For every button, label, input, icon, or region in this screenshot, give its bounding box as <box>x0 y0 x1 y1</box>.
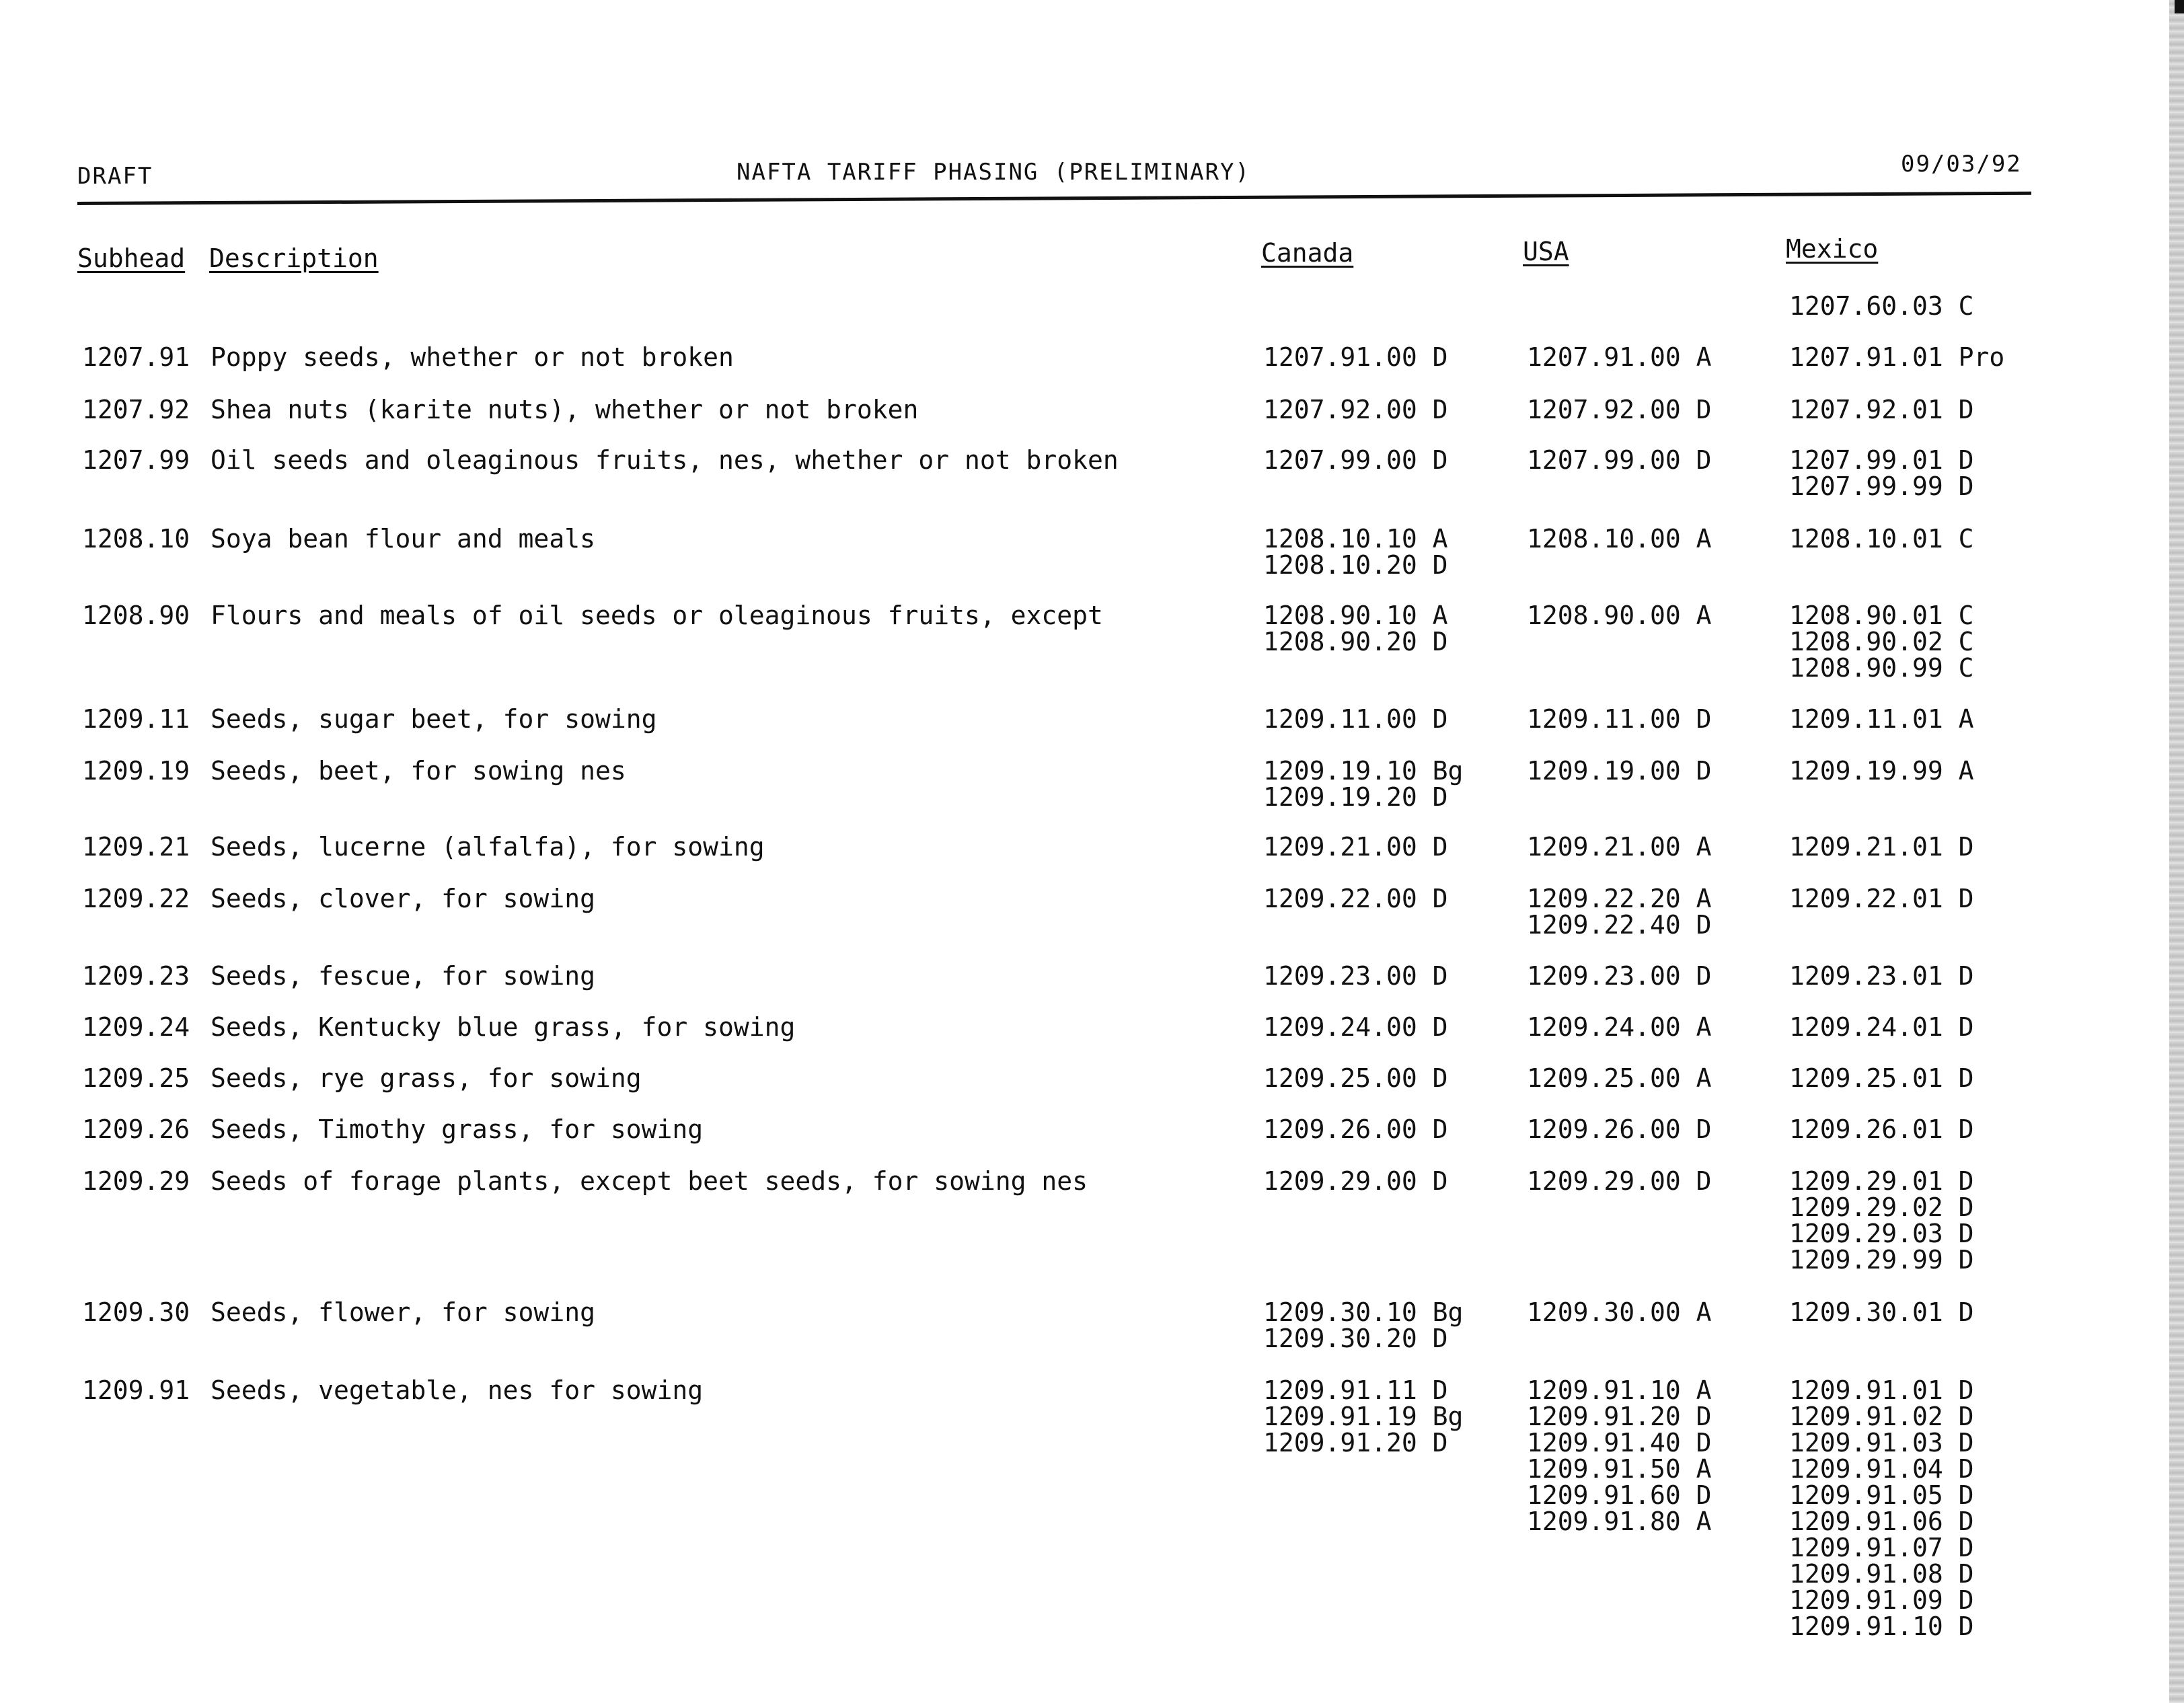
mexico-codes <box>1789 963 1974 989</box>
mexico-tariff-code: 1209.19.99 A <box>1789 756 1974 786</box>
canada-tariff-code: 1209.29.00 D <box>1263 1166 1448 1196</box>
subhead-code: 1207.92 <box>82 395 190 424</box>
canada-codes <box>1263 758 1463 810</box>
usa-tariff-code: 1207.92.00 D <box>1527 395 1712 424</box>
subhead-code: 1209.24 <box>82 1012 190 1042</box>
usa-codes <box>1527 1377 1712 1535</box>
usa-codes <box>1527 963 1712 989</box>
description-text: Seeds, sugar beet, for sowing <box>211 704 657 734</box>
description-text: Seeds, rye grass, for sowing <box>211 1063 642 1093</box>
description-text: Seeds of forage plants, except beet seeds, for sowing nes <box>211 1166 1088 1196</box>
mexico-tariff-code: 1209.91.09 D <box>1789 1585 1974 1615</box>
canada-codes <box>1263 1065 1448 1092</box>
usa-tariff-code: 1209.91.10 A <box>1527 1375 1712 1405</box>
mexico-codes <box>1789 293 1974 319</box>
canada-tariff-code: 1208.10.10 A <box>1263 524 1448 554</box>
description-text: Poppy seeds, whether or not broken <box>211 342 734 372</box>
canada-codes <box>1263 344 1448 371</box>
mexico-tariff-code: 1209.91.02 D <box>1789 1402 1974 1431</box>
canada-tariff-code: 1209.22.00 D <box>1263 884 1448 913</box>
canada-tariff-code: 1209.26.00 D <box>1263 1114 1448 1144</box>
mexico-tariff-code: 1209.23.01 D <box>1789 961 1974 991</box>
mexico-tariff-code: 1207.60.03 C <box>1789 291 1974 321</box>
usa-tariff-code: 1209.91.50 A <box>1527 1454 1712 1484</box>
usa-codes <box>1527 706 1712 732</box>
subhead-code: 1209.29 <box>82 1166 190 1196</box>
subhead-code: 1209.11 <box>82 704 190 734</box>
mexico-codes <box>1789 834 1974 860</box>
mexico-tariff-code: 1209.91.04 D <box>1789 1454 1974 1484</box>
mexico-codes <box>1789 1065 1974 1092</box>
usa-codes <box>1527 1014 1712 1040</box>
usa-codes <box>1527 447 1712 474</box>
column-header-mexico: Mexico <box>1786 234 1879 264</box>
usa-tariff-code: 1209.91.80 A <box>1527 1507 1712 1536</box>
description-text: Seeds, Timothy grass, for sowing <box>211 1114 704 1144</box>
mexico-codes <box>1789 344 2004 371</box>
usa-codes <box>1527 758 1712 784</box>
canada-codes <box>1263 1114 1448 1144</box>
canada-tariff-code: 1209.24.00 D <box>1263 1012 1448 1042</box>
mexico-tariff-code: 1207.92.01 D <box>1789 395 1974 424</box>
mexico-tariff-code: 1209.91.01 D <box>1789 1375 1974 1405</box>
mexico-tariff-code: 1209.25.01 D <box>1789 1063 1974 1093</box>
mexico-tariff-code: 1208.10.01 C <box>1789 524 1974 554</box>
subhead-code: 1209.25 <box>82 1063 190 1093</box>
subhead-code: 1209.19 <box>82 756 190 786</box>
usa-tariff-code: 1208.90.00 A <box>1527 601 1712 630</box>
canada-codes <box>1263 1168 1448 1195</box>
mexico-codes <box>1789 603 1974 681</box>
usa-tariff-code: 1209.26.00 D <box>1527 1114 1712 1144</box>
mexico-tariff-code: 1209.29.01 D <box>1789 1166 1974 1196</box>
usa-codes <box>1527 344 1712 371</box>
usa-tariff-code: 1209.21.00 A <box>1527 832 1712 862</box>
mexico-tariff-code: 1209.91.06 D <box>1789 1507 1974 1536</box>
scan-edge <box>2169 0 2184 1703</box>
canada-tariff-code: 1209.91.20 D <box>1263 1428 1448 1458</box>
canada-tariff-code: 1208.90.20 D <box>1263 627 1448 656</box>
mexico-codes <box>1789 1114 1974 1144</box>
canada-tariff-code: 1207.99.00 D <box>1263 445 1448 475</box>
usa-tariff-code: 1209.30.00 A <box>1527 1297 1712 1327</box>
usa-tariff-code: 1209.91.60 D <box>1527 1480 1712 1510</box>
mexico-tariff-code: 1209.29.02 D <box>1789 1193 1974 1222</box>
usa-codes <box>1527 1168 1712 1195</box>
canada-tariff-code: 1209.19.10 Bg <box>1263 756 1464 786</box>
column-header-usa: USA <box>1523 237 1569 266</box>
usa-tariff-code: 1209.23.00 D <box>1527 961 1712 991</box>
usa-tariff-code: 1209.22.20 A <box>1527 884 1712 913</box>
usa-tariff-code: 1207.99.00 D <box>1527 445 1712 475</box>
description-text: Seeds, Kentucky blue grass, for sowing <box>211 1012 796 1042</box>
mexico-codes <box>1789 447 1974 500</box>
subhead-code: 1208.10 <box>82 524 190 554</box>
canada-tariff-code: 1209.91.11 D <box>1263 1375 1448 1405</box>
canada-codes <box>1263 603 1448 655</box>
canada-tariff-code: 1207.92.00 D <box>1263 395 1448 424</box>
canada-codes <box>1263 526 1448 578</box>
mexico-tariff-code: 1209.29.03 D <box>1789 1219 1974 1248</box>
canada-codes <box>1263 1377 1463 1456</box>
subhead-code: 1207.99 <box>82 445 190 475</box>
mexico-codes <box>1789 397 1974 423</box>
subhead-code: 1209.26 <box>82 1114 190 1144</box>
mexico-tariff-code: 1209.29.99 D <box>1789 1245 1974 1275</box>
usa-tariff-code: 1209.91.40 D <box>1527 1428 1712 1458</box>
subhead-code: 1209.30 <box>82 1297 190 1327</box>
mexico-tariff-code: 1209.91.05 D <box>1789 1480 1974 1510</box>
usa-codes <box>1527 886 1712 938</box>
usa-codes <box>1527 397 1712 423</box>
description-text: Seeds, flower, for sowing <box>211 1297 595 1327</box>
description-text: Seeds, clover, for sowing <box>211 884 595 913</box>
usa-tariff-code: 1209.19.00 D <box>1527 756 1712 786</box>
mexico-tariff-code: 1209.91.08 D <box>1789 1559 1974 1589</box>
usa-codes <box>1527 1114 1712 1144</box>
usa-codes <box>1527 1299 1712 1326</box>
mexico-codes <box>1789 1377 1974 1640</box>
mexico-tariff-code: 1209.91.03 D <box>1789 1428 1974 1458</box>
mexico-codes <box>1789 758 1974 784</box>
usa-tariff-code: 1208.10.00 A <box>1527 524 1712 554</box>
canada-tariff-code: 1209.30.20 D <box>1263 1324 1448 1353</box>
subhead-code: 1209.21 <box>82 832 190 862</box>
mexico-codes <box>1789 1299 1974 1326</box>
canada-codes <box>1263 447 1448 474</box>
column-header-description: Description <box>209 243 379 273</box>
mexico-tariff-code: 1208.90.99 C <box>1789 653 1974 683</box>
description-text: Seeds, fescue, for sowing <box>211 961 595 991</box>
mexico-tariff-code: 1208.90.02 C <box>1789 627 1974 656</box>
canada-tariff-code: 1209.21.00 D <box>1263 832 1448 862</box>
usa-tariff-code: 1209.24.00 A <box>1527 1012 1712 1042</box>
canada-tariff-code: 1209.23.00 D <box>1263 961 1448 991</box>
mexico-tariff-code: 1209.22.01 D <box>1789 884 1974 913</box>
usa-tariff-code: 1209.25.00 A <box>1527 1063 1712 1093</box>
canada-tariff-code: 1207.91.00 D <box>1263 342 1448 372</box>
header-rule <box>77 192 2031 205</box>
description-text: Seeds, vegetable, nes for sowing <box>211 1375 704 1405</box>
canada-tariff-code: 1208.90.10 A <box>1263 601 1448 630</box>
mexico-tariff-code: 1207.91.01 Pro <box>1789 342 2005 372</box>
usa-tariff-code: 1209.29.00 D <box>1527 1166 1712 1196</box>
canada-tariff-code: 1209.30.10 Bg <box>1263 1297 1464 1327</box>
draft-label: DRAFT <box>77 163 153 190</box>
mexico-tariff-code: 1209.11.01 A <box>1789 704 1974 734</box>
mexico-codes <box>1789 706 1974 732</box>
canada-tariff-code: 1209.91.19 Bg <box>1263 1402 1464 1431</box>
mexico-tariff-code: 1209.21.01 D <box>1789 832 1974 862</box>
mexico-codes <box>1789 1014 1974 1040</box>
mexico-codes <box>1789 526 1974 552</box>
description-text: Shea nuts (karite nuts), whether or not broken <box>211 395 919 424</box>
subhead-code: 1208.90 <box>82 601 190 630</box>
mexico-tariff-code: 1209.24.01 D <box>1789 1012 1974 1042</box>
usa-codes <box>1527 834 1712 860</box>
scan-edge-mark <box>2175 0 2184 13</box>
usa-tariff-code: 1209.11.00 D <box>1527 704 1712 734</box>
canada-tariff-code: 1208.10.20 D <box>1263 550 1448 580</box>
column-header-subhead: Subhead <box>77 243 186 273</box>
mexico-tariff-code: 1209.91.07 D <box>1789 1533 1974 1562</box>
subhead-code: 1207.91 <box>82 342 190 372</box>
usa-tariff-code: 1207.91.00 A <box>1527 342 1712 372</box>
mexico-codes <box>1789 886 1974 912</box>
canada-tariff-code: 1209.25.00 D <box>1263 1063 1448 1093</box>
description-text: Flours and meals of oil seeds or oleaginous fruits, except <box>211 601 1103 630</box>
description-text: Oil seeds and oleaginous fruits, nes, whether or not broken <box>211 445 1119 475</box>
usa-tariff-code: 1209.22.40 D <box>1527 910 1712 940</box>
mexico-tariff-code: 1207.99.01 D <box>1789 445 1974 475</box>
description-text: Seeds, beet, for sowing nes <box>211 756 626 786</box>
usa-codes <box>1527 603 1712 629</box>
canada-codes <box>1263 1299 1463 1352</box>
canada-codes <box>1263 397 1448 423</box>
canada-codes <box>1263 1014 1448 1040</box>
canada-codes <box>1263 886 1448 912</box>
document-title: NAFTA TARIFF PHASING (PRELIMINARY) <box>737 159 1250 186</box>
column-header-canada: Canada <box>1261 238 1354 268</box>
usa-codes <box>1527 526 1712 552</box>
canada-codes <box>1263 963 1448 989</box>
mexico-tariff-code: 1209.26.01 D <box>1789 1114 1974 1144</box>
mexico-tariff-code: 1207.99.99 D <box>1789 471 1974 501</box>
mexico-codes <box>1789 1168 1974 1273</box>
description-text: Seeds, lucerne (alfalfa), for sowing <box>211 832 765 862</box>
description-text: Soya bean flour and meals <box>211 524 595 554</box>
mexico-tariff-code: 1208.90.01 C <box>1789 601 1974 630</box>
usa-codes <box>1527 1065 1712 1092</box>
subhead-code: 1209.23 <box>82 961 190 991</box>
canada-codes <box>1263 834 1448 860</box>
canada-tariff-code: 1209.19.20 D <box>1263 782 1448 812</box>
usa-tariff-code: 1209.91.20 D <box>1527 1402 1712 1431</box>
subhead-code: 1209.22 <box>82 884 190 913</box>
canada-tariff-code: 1209.11.00 D <box>1263 704 1448 734</box>
mexico-tariff-code: 1209.91.10 D <box>1789 1612 1974 1641</box>
document-date: 09/03/92 <box>1901 151 2022 178</box>
mexico-tariff-code: 1209.30.01 D <box>1789 1297 1974 1327</box>
subhead-code: 1209.91 <box>82 1375 190 1405</box>
canada-codes <box>1263 706 1448 732</box>
